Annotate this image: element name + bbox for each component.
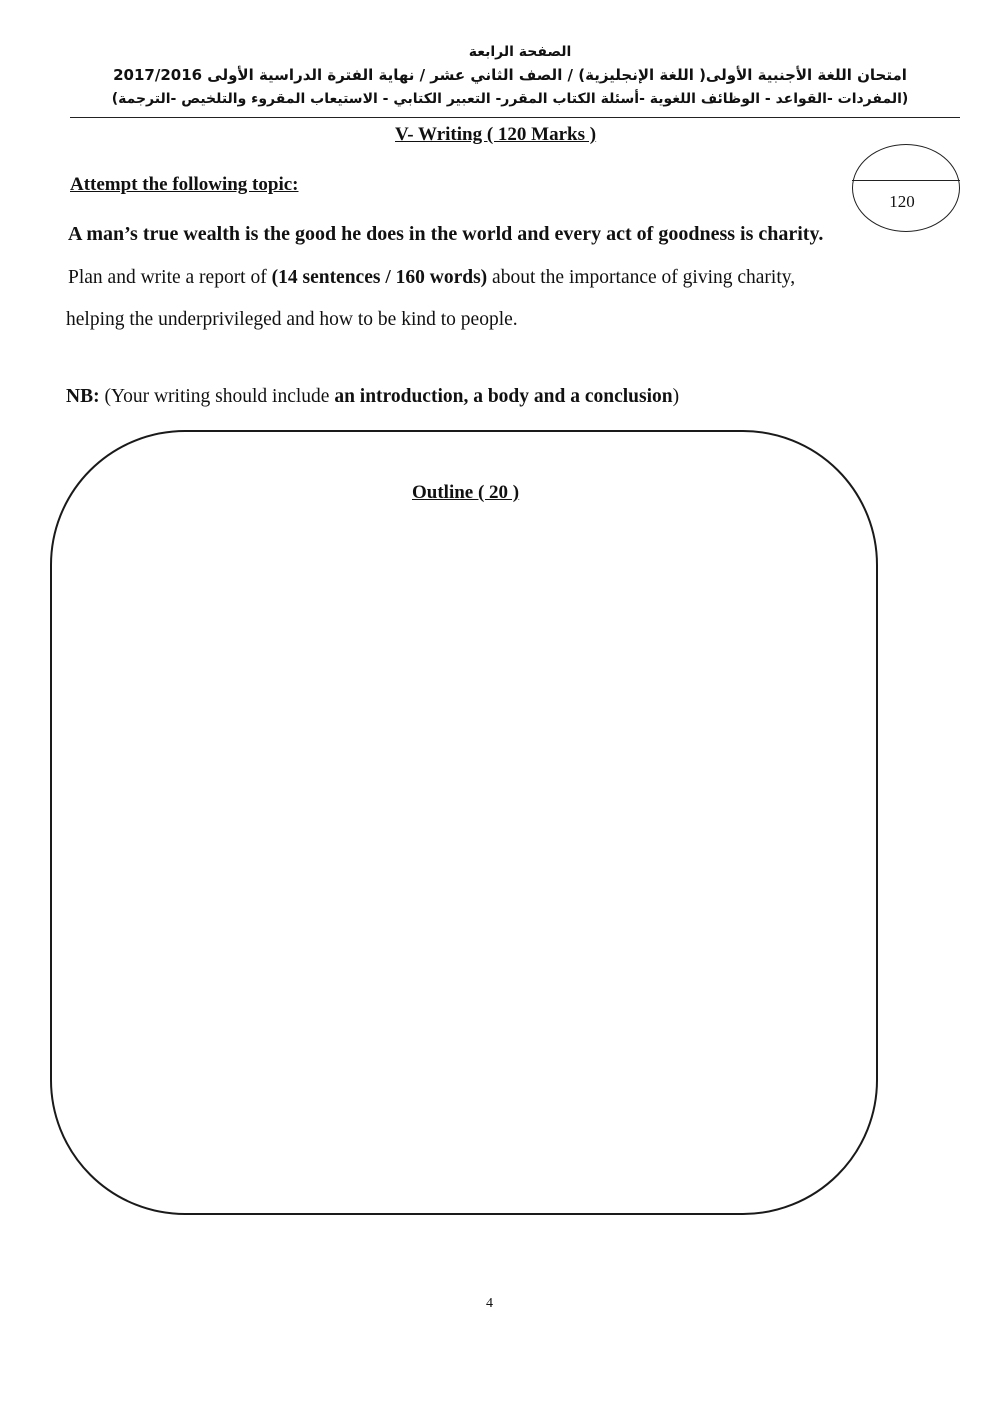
header-divider [70,117,960,118]
header-sections-list: (المفردات -القواعد - الوظائف اللغوية -أسئلة الكتاب المقرر- التعبير الكتابي - الاستيعاب المقروء والتلخيص -الترجمة) [111,91,909,107]
nb-label: NB: [66,386,100,407]
task-instruction [68,267,795,289]
nb-text-end: ) [672,386,680,407]
score-circle [852,144,960,232]
task-instruction-continued: helping the underprivileged and how to be kind to people. [66,309,518,330]
nb-structure: an introduction, a body and a conclusion [334,386,673,407]
outline-title: Outline ( 20 ) [412,482,520,503]
outline-answer-box[interactable] [50,430,878,1215]
task-word-count: (14 sentences / 160 words) [271,267,488,288]
topic-quote: A man’s true wealth is the good he does in the world and every act of goodness is charity. [68,223,824,245]
page-number: 4 [486,1296,493,1311]
section-title: V- Writing ( 120 Marks ) [395,124,597,145]
task-text-start: Plan and write a report of [68,267,272,288]
task-text-end: about the importance of giving charity, [487,267,796,288]
header-exam-title: امتحان اللغة الأجنبية الأولى( اللغة الإنجليزية) / الصف الثاني عشر / نهاية الفترة الدراسية الأولى 2017/2016 [113,66,907,84]
nb-text-start: (Your writing should include [99,386,335,407]
score-total: 120 [889,192,915,211]
header-page-label: الصفحة الرابعة [468,44,572,60]
topic-heading: Attempt the following topic: [70,174,299,195]
nb-note [66,386,679,408]
score-divider [852,180,960,181]
